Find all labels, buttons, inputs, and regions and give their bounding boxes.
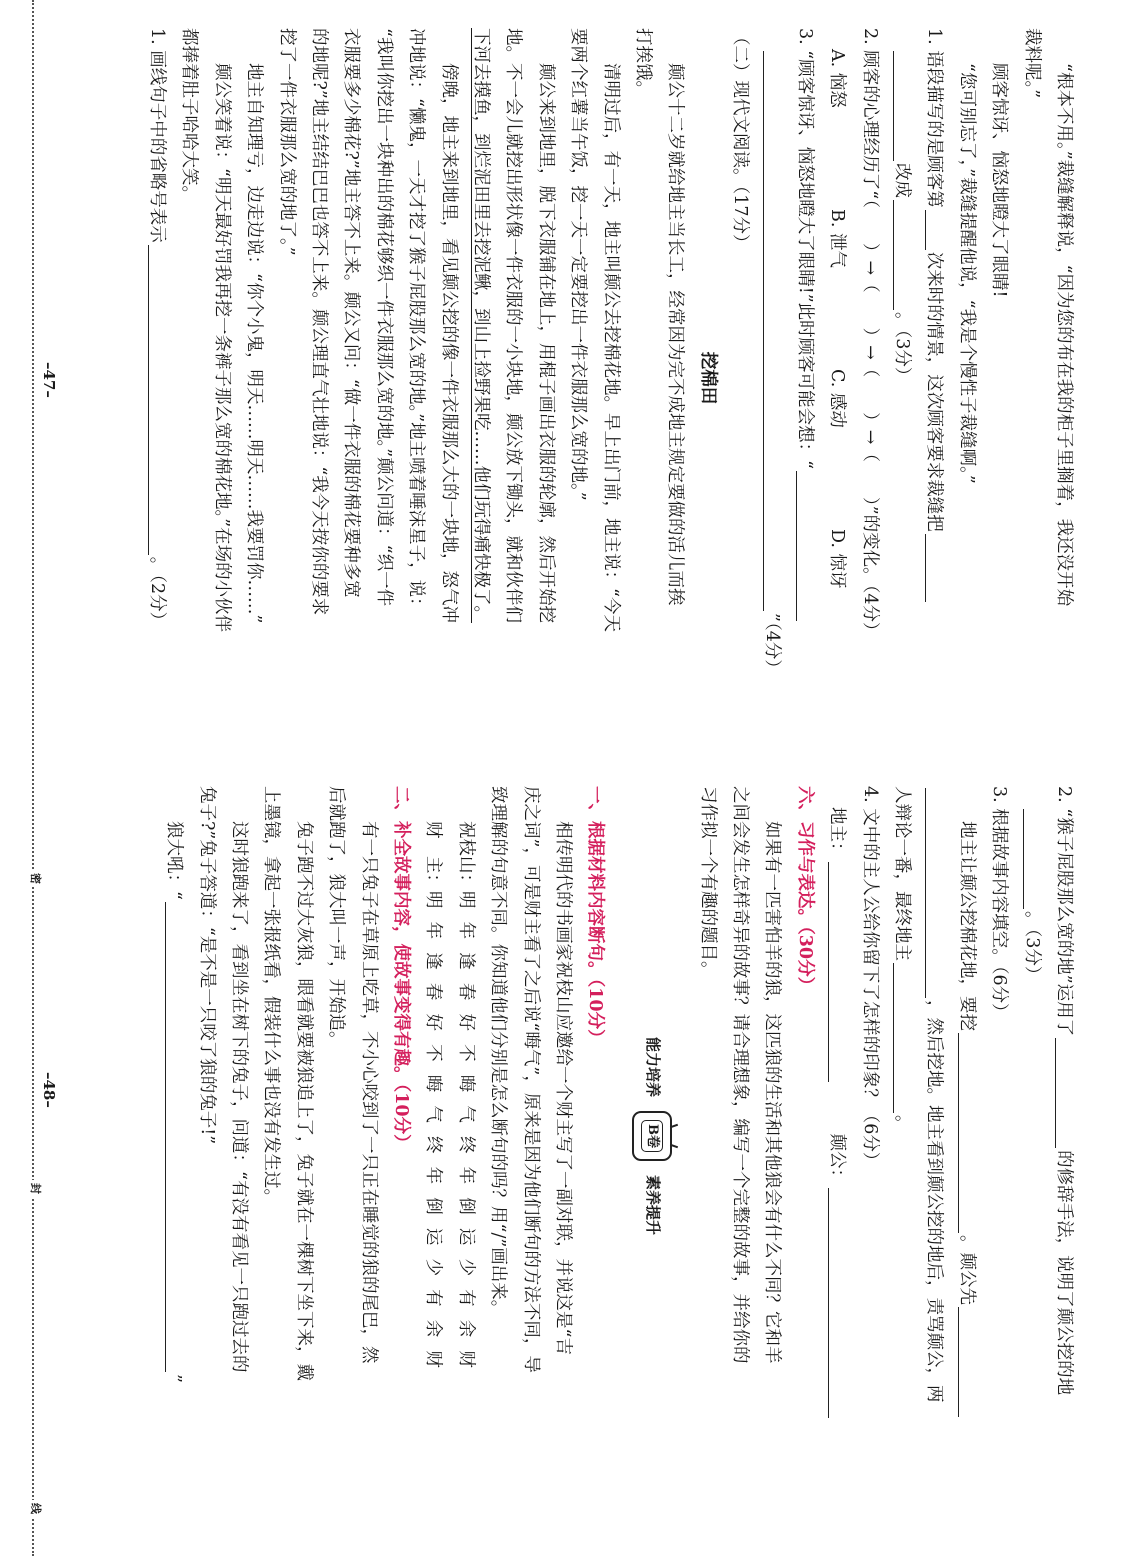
section-b-title: 二、补全故事内容，使故事变得有趣。（10分） <box>390 786 411 1152</box>
question-2: 2. 顾客的心理经历了“（ ）→（ ）→（ ）→（ ）”的变化。（4分） <box>859 28 880 640</box>
story-title: 挖棉田 <box>697 351 718 405</box>
story-line: 颠公来到地里，脱下衣服铺在地上，用棍子画出衣服的轮廓，然后开始挖 <box>535 63 556 623</box>
question-2: 2. “猴子屁股那么宽的地”运用了的修辞手法，说明了颠公挖的地 <box>1054 786 1074 1396</box>
text-line: 习作拟一个有趣的题目。 <box>697 786 718 979</box>
text-line: 裁料呢。” <box>1021 28 1042 99</box>
question-2-cont: 。（3分） <box>1015 786 1047 1486</box>
answer-blank[interactable] <box>925 534 945 602</box>
margin-label-seal: 密 <box>28 870 44 887</box>
story-line: 衣服要多少棉花?”地主答不上来。颠公又问：“做一件衣服的棉花要种多宽 <box>341 28 362 598</box>
couplet-line: 祝枝山：明年逢春好不晦气终年倒运少有余财 <box>455 821 476 1381</box>
story-line: 地。不一会儿就挖出形状像一件衣服的一小块地，颠公放下锄头，就和伙伴们 <box>503 28 524 623</box>
section-a-title: 一、根据材料内容断句。（10分） <box>585 786 606 1047</box>
left-page <box>80 28 1080 728</box>
answer-blank[interactable] <box>1055 1038 1075 1148</box>
text-line: “根本不用。”裁缝解释说，“因为您的布在我的柜子里搁着，我还没开始 <box>1054 63 1074 607</box>
text-line: 顾客惊讶、恼怒地瞪大了眼睛! <box>989 63 1010 298</box>
story-line: 的地呢?”地主结结巴巴也答不上来。颠公理直气壮地说：“我今天按你的要求 <box>309 28 330 616</box>
story-question-1: 1. 画线句子中的省略号表示。（2分） <box>147 28 168 630</box>
seal-line <box>32 0 34 1556</box>
answer-blank[interactable] <box>958 1033 978 1233</box>
answer-blank[interactable] <box>1023 809 1043 909</box>
answer-blank[interactable] <box>893 963 913 1113</box>
story-line: 挖了一件衣服那么宽的地了。” <box>276 28 297 256</box>
question-3: 3. “顾客惊讶、恼怒地瞪大了眼睛!”此时顾客可能会想：“ <box>788 28 820 728</box>
page-number-left: –47– <box>40 362 58 398</box>
text-line: 兔子?”兔子答道：“是不是一只咬了狼的兔子!” <box>196 786 217 1145</box>
margin-label-line: 线 <box>28 1500 44 1517</box>
question-1-cont: 改成。（3分） <box>886 28 918 728</box>
couplet-text[interactable]: 明年逢春好不晦气终年倒运少有余财 <box>455 891 476 1381</box>
text-line: “您可别忘了，”裁缝提醒他说，“我是个慢性子裁缝啊。” <box>956 63 977 484</box>
landlord-answer-blank[interactable] <box>828 862 848 1082</box>
text-line: 相传明代的书画家祝枝山应邀给一个财主写了一副对联，并说这是“吉 <box>552 821 573 1355</box>
option-c[interactable]: C. 感动 <box>827 369 848 428</box>
story-line: 颠公十二岁就给地主当长工，经常因为完不成地主规定要做的活儿而挨 <box>665 63 686 606</box>
text-line: 致理解的句意不同。你知道他们分别是怎么断句的吗？用“/”画出来。 <box>488 786 509 1318</box>
text-line: 庆之词”，可是财主看了之后说“晦气”，原来是因为他们断句的方法不同，导 <box>520 786 541 1373</box>
text-line: 兔子跑不过大灰狼，眼看就要被狼追上了，兔子就在一棵树下坐下来，戴 <box>293 821 314 1381</box>
badge-right-label: 素养提升 <box>643 1175 662 1236</box>
b-paper-badge <box>615 786 689 1486</box>
right-page <box>80 786 1080 1486</box>
question-4-answers: 地主：颠公： <box>821 786 853 1486</box>
text-line: 上墨镜，拿起一张报纸看，假装什么事也没有发生过。 <box>261 786 282 1206</box>
diangong-answer-blank[interactable] <box>828 1188 848 1418</box>
badge-left-label: 能力培养 <box>643 1036 662 1097</box>
couplet-line: 财 主：明年逢春好不晦气终年倒运少有余财 <box>423 821 444 1381</box>
text-line: 有一只兔子在草原上吃草，不小心咬到了一只正在睡觉的狼的尾巴，然 <box>358 821 379 1364</box>
answer-blank[interactable] <box>796 471 816 621</box>
story-line: “我叫你挖出一块种出的棉花够织一件衣服那么宽的地。”颠公问道：“织一件 <box>373 28 394 607</box>
question-3-line: ，然后挖地。地主看到颠公挖的地后，责骂颠公，两 <box>918 786 950 1486</box>
section-title: （二）现代文阅读。（17分） <box>730 28 751 252</box>
story-line: 打挨饿。 <box>632 28 653 98</box>
answer-blank[interactable] <box>958 1307 978 1417</box>
story-line: 傍晚，地主来到地里，看见颠公挖的像一件衣服那么大的一块地，怒气冲 <box>438 63 459 623</box>
underlined-sentence: 下河去摸鱼，到烂泥田里去挖泥鳅，到山上捡野果吃……他们玩得痛快极了。 <box>470 28 491 623</box>
answer-blank[interactable] <box>148 245 168 555</box>
couplet-text[interactable]: 明年逢春好不晦气终年倒运少有余财 <box>423 891 444 1381</box>
badge-center-label: B卷 <box>641 1120 663 1152</box>
text-line: 狼大吼：“” <box>164 821 185 1383</box>
option-b[interactable]: B. 泄气 <box>827 209 848 268</box>
text-line: 这时狼跑来了，看到坐在树下的兔子，问道：“有没有看见一只跑过去的 <box>229 821 250 1373</box>
text-line: 后就跑了，狼大叫一声，开始追。 <box>326 786 347 1049</box>
question-2-options <box>821 28 853 728</box>
question-3-line: 地主让颠公挖棉花地，要挖。颠公先 <box>950 786 982 1486</box>
answer-blank[interactable] <box>165 902 185 1372</box>
question-3: 3. 根据故事内容填空。（6分） <box>989 786 1010 1021</box>
question-3-line: 人辩论一番，最终地主。 <box>892 786 913 1133</box>
question-3-cont: ”（4分） <box>756 28 788 728</box>
answer-blank[interactable] <box>925 788 945 998</box>
story-line: 清明过后，有一天，地主叫颠公去挖棉花地。早上出门前，地主说：“今天 <box>600 63 621 632</box>
tv-icon <box>632 1111 672 1161</box>
option-d[interactable]: D. 惊讶 <box>827 529 848 589</box>
section-6-title: 六、习作与表达。（30分） <box>794 786 815 995</box>
page-number-right: –48– <box>40 1072 58 1108</box>
story-line: 颠公笑着说：“明天最好罚我再挖一条裤子那么宽的棉花地。”在场的小伙伴 <box>211 63 232 633</box>
text-line: 之间会发生怎样奇异的故事？请合理想象，编写一个完整的故事，并给你的 <box>730 786 751 1364</box>
margin-label-closure: 封 <box>28 1180 44 1197</box>
answer-blank[interactable] <box>893 51 913 161</box>
story-line: 要两个红薯当午饭，挖一天一定要挖出一件衣服那么宽的地。” <box>568 28 589 501</box>
story-line: 冲地说：“懒鬼，一天才挖了猴子屁股那么宽的地。”地主喷着唾沫星子，说： <box>406 28 427 615</box>
text-line: 如果有一匹害怕羊的狼，这匹狼的生活和其他狼会有什么不同？它和羊 <box>762 821 783 1364</box>
answer-blank[interactable] <box>925 210 945 250</box>
story-line: 地主自知理亏，边走边说：“你个小鬼，明天……明天……我要罚你……” <box>244 63 265 624</box>
answer-blank[interactable] <box>893 200 913 310</box>
story-line: 都捧着肚子哈哈大笑。 <box>179 28 200 203</box>
question-1: 1. 语段描写的是顾客第次来时的情景，这次顾客要求裁缝把 <box>918 28 950 728</box>
answer-blank[interactable] <box>763 51 783 611</box>
option-a[interactable]: A. 恼怒 <box>827 49 848 108</box>
question-4: 4. 文中的主人公给你留下了怎样的印象？（6分） <box>859 786 880 1170</box>
